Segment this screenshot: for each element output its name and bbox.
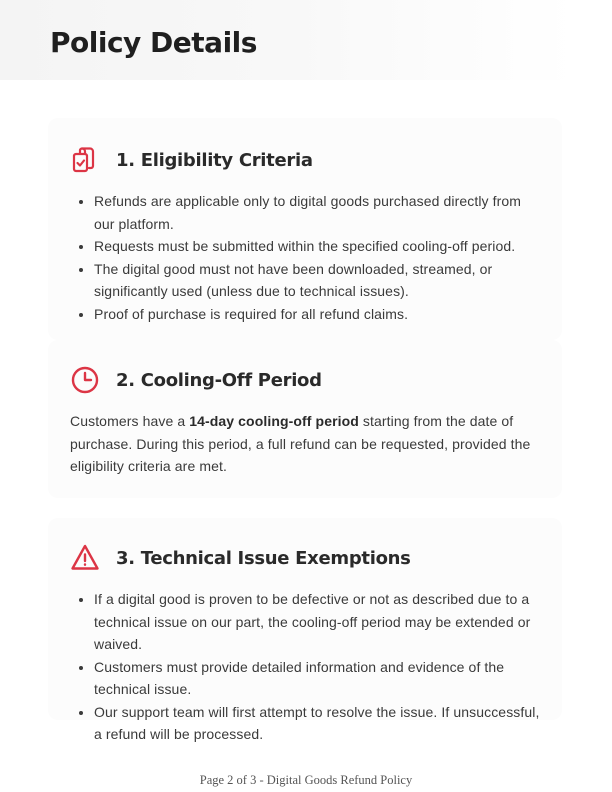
section-header xyxy=(70,360,540,400)
list-item: • The digital good must not have been downloaded, streamed, or significantly used (unless due to technical issues). xyxy=(94,258,540,303)
warning-triangle-icon xyxy=(70,543,100,573)
eligibility-list xyxy=(70,190,540,325)
list-item: • Our support team will first attempt to resolve the issue. If unsuccessful, a refund will be processed. xyxy=(94,701,540,746)
section-header xyxy=(70,140,540,180)
cooling-off-duration: 14-day cooling-off period xyxy=(189,413,359,429)
section-cooling-off-period xyxy=(48,340,562,498)
clipboard-check-icon xyxy=(70,145,100,175)
list-item: • Refunds are applicable only to digital goods purchased directly from our platform. xyxy=(94,190,540,235)
section-eligibility-criteria xyxy=(48,118,562,340)
list-item: • Customers must provide detailed information and evidence of the technical issue. xyxy=(94,656,540,701)
list-item: • Requests must be submitted within the specified cooling-off period. xyxy=(94,235,540,258)
section-technical-issue-exemptions xyxy=(48,518,562,742)
cooling-off-paragraph xyxy=(70,410,540,478)
exemptions-list xyxy=(70,588,540,746)
section-title: 1. Eligibility Criteria xyxy=(116,149,313,171)
section-header xyxy=(70,538,540,578)
page-footer: Page 2 of 3 - Digital Goods Refund Policy xyxy=(199,773,413,787)
header-band xyxy=(0,0,576,80)
list-item: • Proof of purchase is required for all refund claims. xyxy=(94,303,540,326)
clock-icon xyxy=(70,365,100,395)
section-title: 3. Technical Issue Exemptions xyxy=(116,547,411,569)
page-title: Policy Details xyxy=(50,26,257,59)
list-item: • If a digital good is proven to be defective or not as described due to a technical issue on our part, the cooling-off period may be extended or waived. xyxy=(94,588,540,656)
section-title: 2. Cooling-Off Period xyxy=(116,369,322,391)
paragraph-text: Customers have a xyxy=(70,413,190,429)
paragraph-text: starting from the date of purchase. During this period, a full refund can be requested, provided the eligibility criteria are met. xyxy=(70,413,531,474)
